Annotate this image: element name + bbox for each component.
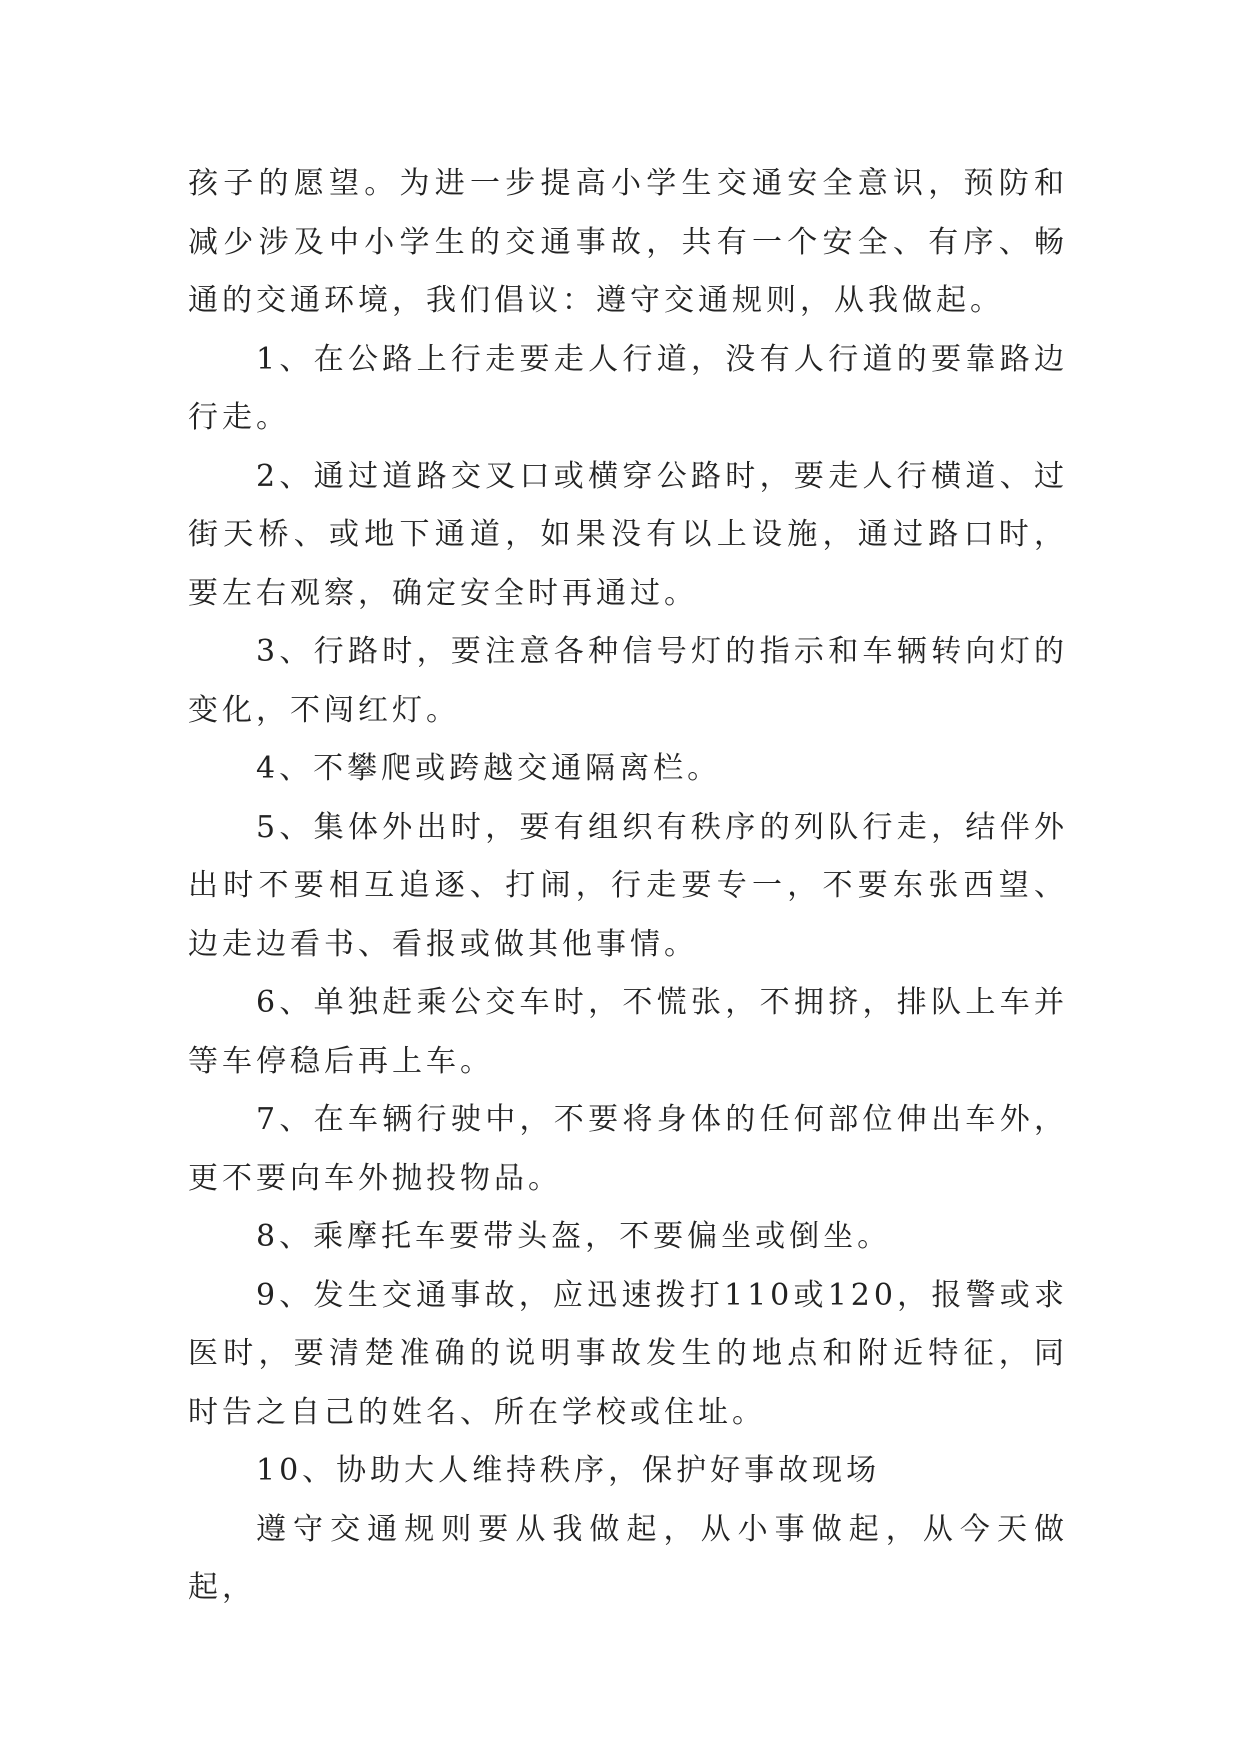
paragraph-closing: 遵守交通规则要从我做起，从小事做起，从今天做起， [188,1511,1068,1605]
paragraph-item-7: 7、在车辆行驶中，不要将身体的任何部位伸出车外，更不要向车外抛投物品。 [188,1102,1068,1196]
paragraph-item-4: 4、不攀爬或跨越交通隔离栏。 [256,751,722,786]
paragraph-item-6: 6、单独赶乘公交车时，不慌张，不拥挤，排队上车并等车停稳后再上车。 [188,985,1068,1079]
paragraph-item-8: 8、乘摩托车要带头盔，不要偏坐或倒坐。 [256,1219,892,1254]
paragraph-item-2: 2、通过道路交叉口或横穿公路时，要走人行横道、过街天桥、或地下通道，如果没有以上设施，通过路口时，要左右观察，确定安全时再通过。 [188,458,1068,611]
paragraph-intro: 孩子的愿望。为进一步提高小学生交通安全意识，预防和减少涉及中小学生的交通事故，共有一个安全、有序、畅通的交通环境，我们倡议：遵守交通规则，从我做起。 [188,166,1068,318]
paragraph-item-10: 10、协助大人维持秩序，保护好事故现场 [256,1453,881,1488]
paragraph-item-1: 1、在公路上行走要走人行道，没有人行道的要靠路边行走。 [188,341,1068,435]
paragraph-item-3: 3、行路时，要注意各种信号灯的指示和车辆转向灯的变化，不闯红灯。 [188,634,1068,728]
paragraph-item-5: 5、集体外出时，要有组织有秩序的列队行走，结伴外出时不要相互追逐、打闹，行走要专一，不要东张西望、边走边看书、看报或做其他事情。 [188,809,1068,962]
paragraph-item-9: 9、发生交通事故，应迅速拨打110或120，报警或求医时，要清楚准确的说明事故发生的地点和附近特征，同时告之自己的姓名、所在学校或住址。 [188,1277,1068,1430]
document-body [188,155,1068,1618]
